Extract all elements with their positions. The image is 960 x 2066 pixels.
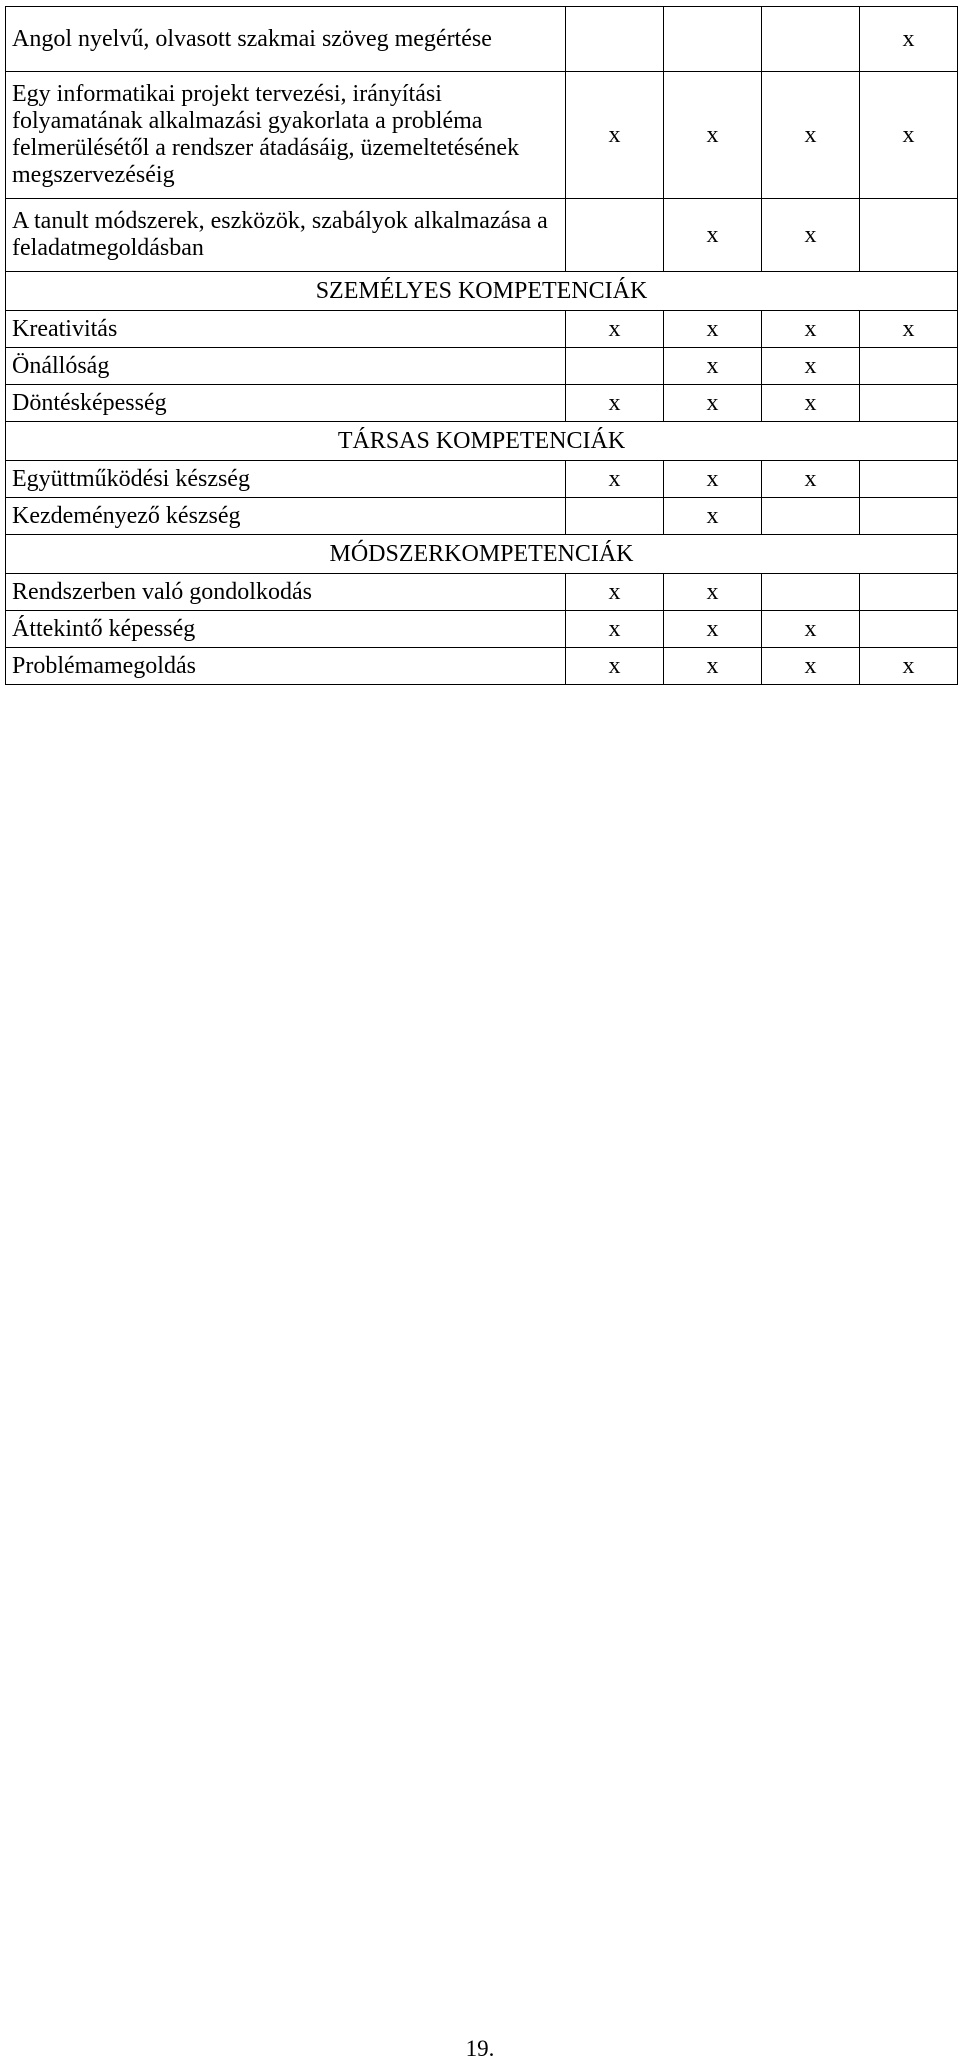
mark-cell-3: x (762, 648, 860, 685)
mark-cell-4 (860, 611, 958, 648)
section-row-tarsas (6, 422, 958, 461)
mark-cell-4 (860, 498, 958, 535)
mark-cell-1: x (566, 611, 664, 648)
mark-cell-2: x (664, 461, 762, 498)
row-label: A tanult módszerek, eszközök, szabályok alkalmazása a feladatmegoldásban (6, 199, 566, 272)
competency-table (5, 6, 958, 685)
mark-cell-1 (566, 199, 664, 272)
table-row-kreativitas (6, 311, 958, 348)
mark-cell-1: x (566, 461, 664, 498)
mark-cell-1: x (566, 72, 664, 199)
mark-cell-4 (860, 461, 958, 498)
mark-cell-4: x (860, 311, 958, 348)
mark-cell-4: x (860, 648, 958, 685)
table-row-problemamegoldas (6, 648, 958, 685)
table-row-rendszerben-gondolkodas (6, 574, 958, 611)
table-row-projekt (6, 72, 958, 199)
row-label: Együttműködési készség (6, 461, 566, 498)
table-row-donteskepesseg (6, 385, 958, 422)
mark-cell-4: x (860, 72, 958, 199)
page-number: 19. (465, 2036, 495, 2061)
section-heading: TÁRSAS KOMPETENCIÁK (6, 422, 958, 461)
table-row-angol (6, 7, 958, 72)
mark-cell-4 (860, 199, 958, 272)
mark-cell-2: x (664, 311, 762, 348)
mark-cell-2 (664, 7, 762, 72)
mark-cell-3: x (762, 199, 860, 272)
row-label: Problémamegoldás (6, 648, 566, 685)
mark-cell-3: x (762, 72, 860, 199)
mark-cell-1: x (566, 311, 664, 348)
mark-cell-2: x (664, 385, 762, 422)
row-label: Kreativitás (6, 311, 566, 348)
row-label: Egy informatikai projekt tervezési, irányítási folyamatának alkalmazási gyakorlata a probléma felmerülésétől a rendszer átadásáig, üzemeltetésének megszervezéséig (6, 72, 566, 199)
mark-cell-1 (566, 7, 664, 72)
table-row-onallosag (6, 348, 958, 385)
section-heading: SZEMÉLYES KOMPETENCIÁK (6, 272, 958, 311)
mark-cell-4 (860, 385, 958, 422)
row-label: Döntésképesség (6, 385, 566, 422)
mark-cell-4 (860, 348, 958, 385)
mark-cell-2: x (664, 348, 762, 385)
mark-cell-3: x (762, 311, 860, 348)
section-row-szemelyes (6, 272, 958, 311)
mark-cell-1: x (566, 385, 664, 422)
mark-cell-3 (762, 7, 860, 72)
mark-cell-1: x (566, 574, 664, 611)
row-label: Rendszerben való gondolkodás (6, 574, 566, 611)
mark-cell-1 (566, 348, 664, 385)
mark-cell-2: x (664, 574, 762, 611)
mark-cell-2: x (664, 648, 762, 685)
mark-cell-3: x (762, 385, 860, 422)
mark-cell-3 (762, 498, 860, 535)
mark-cell-3 (762, 574, 860, 611)
mark-cell-3: x (762, 611, 860, 648)
mark-cell-3: x (762, 461, 860, 498)
row-label: Kezdeményező készség (6, 498, 566, 535)
mark-cell-2: x (664, 199, 762, 272)
mark-cell-1 (566, 498, 664, 535)
row-label: Angol nyelvű, olvasott szakmai szöveg megértése (6, 7, 566, 72)
table-row-attekinto-kepesseg (6, 611, 958, 648)
mark-cell-2: x (664, 72, 762, 199)
section-row-modszerkompetenciak (6, 535, 958, 574)
table-row-kezdemenyezes (6, 498, 958, 535)
mark-cell-2: x (664, 498, 762, 535)
mark-cell-4: x (860, 7, 958, 72)
table-row-egyuttmukodes (6, 461, 958, 498)
section-heading: MÓDSZERKOMPETENCIÁK (6, 535, 958, 574)
row-label: Áttekintő képesség (6, 611, 566, 648)
table-row-modszerek (6, 199, 958, 272)
mark-cell-1: x (566, 648, 664, 685)
row-label: Önállóság (6, 348, 566, 385)
mark-cell-3: x (762, 348, 860, 385)
mark-cell-4 (860, 574, 958, 611)
mark-cell-2: x (664, 611, 762, 648)
